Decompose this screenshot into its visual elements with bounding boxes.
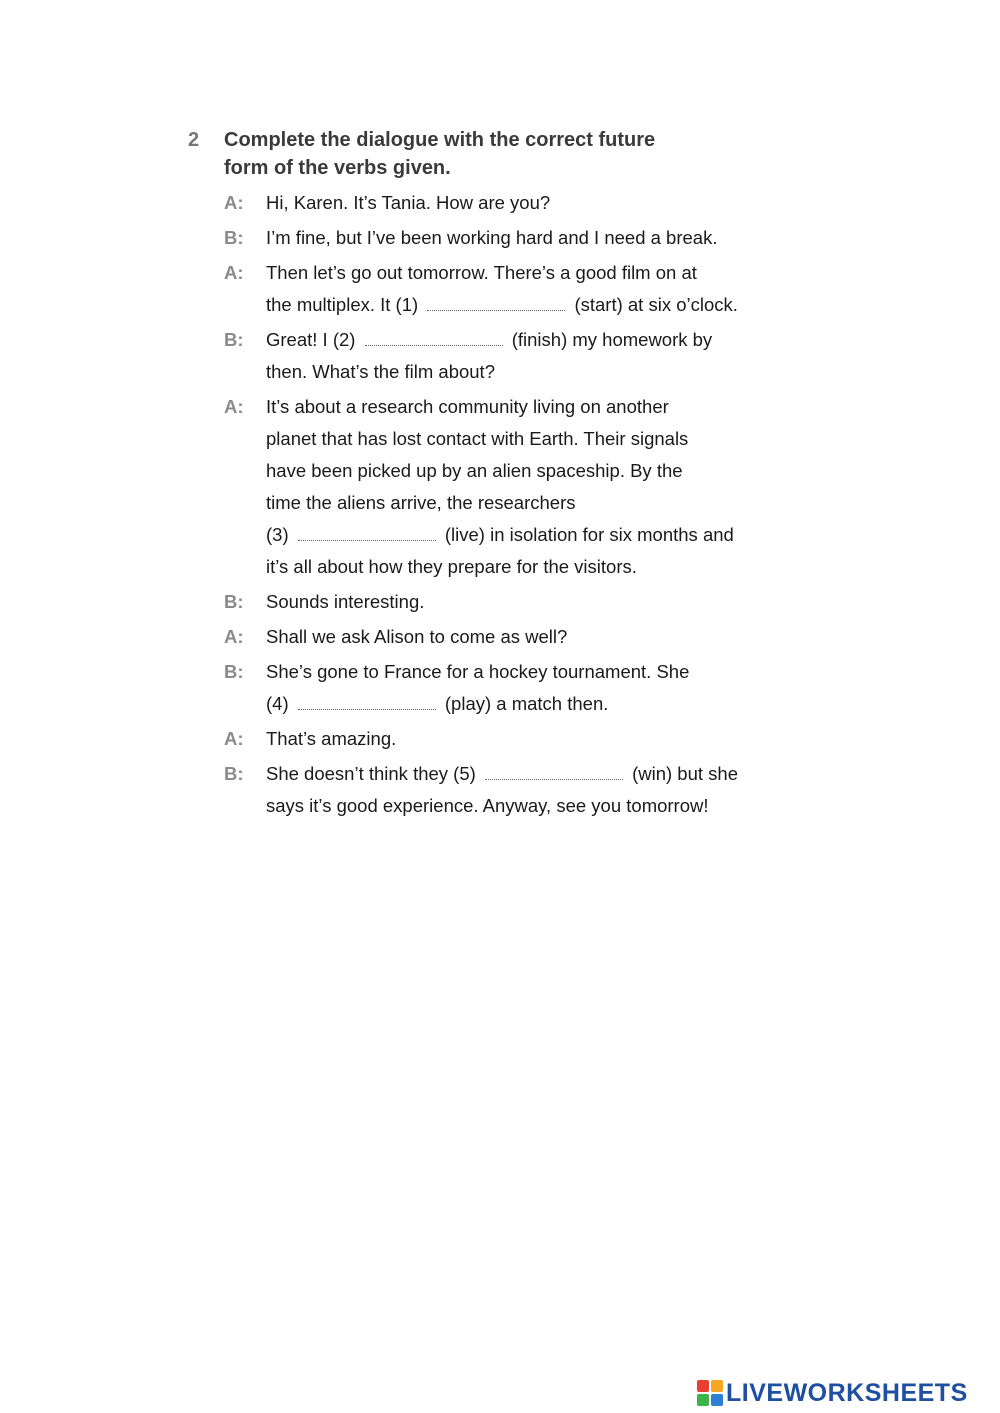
speaker-label: A: — [224, 396, 244, 417]
line-text: (4) — [266, 693, 294, 714]
line-text: Great! I (2) — [266, 329, 361, 350]
line-text: the multiplex. It (1) — [266, 294, 424, 315]
dialogue-turn — [188, 656, 828, 720]
dialogue-turn — [188, 187, 828, 219]
dialogue-line — [266, 324, 806, 356]
exercise-heading — [188, 126, 828, 182]
dialogue-line: Then let’s go out tomorrow. There’s a good film on at — [266, 262, 697, 283]
line-text: (3) — [266, 524, 294, 545]
dialogue-line: then. What’s the film about? — [266, 361, 495, 382]
exercise-title-line-2: form of the verbs given. — [224, 157, 451, 179]
speaker-label: B: — [224, 329, 244, 350]
speaker-label: B: — [224, 591, 244, 612]
dialogue-line — [266, 688, 806, 720]
dialogue-line: time the aliens arrive, the researchers — [266, 492, 576, 513]
dialogue-line — [266, 758, 806, 790]
dialogue-line: planet that has lost contact with Earth. Their signals — [266, 428, 689, 449]
logo-text: LIVEWORKSHEETS — [726, 1378, 968, 1407]
dialogue-line: She’s gone to France for a hockey tournament. She — [266, 661, 690, 682]
liveworksheets-logo — [697, 1377, 968, 1409]
dialogue-turn — [188, 758, 828, 822]
speaker-label: A: — [224, 192, 244, 213]
dialogue-turn — [188, 723, 828, 755]
speaker-label: A: — [224, 262, 244, 283]
answer-blank-1[interactable] — [427, 296, 565, 311]
answer-blank-3[interactable] — [298, 526, 436, 541]
dialogue-turn — [188, 586, 828, 618]
dialogue-turn — [188, 222, 828, 254]
dialogue-line: It’s about a research community living on another — [266, 396, 669, 417]
answer-blank-4[interactable] — [298, 695, 436, 710]
line-text: (live) in isolation for six months and — [439, 524, 734, 545]
logo-squares-icon — [697, 1380, 723, 1406]
line-text: She doesn’t think they (5) — [266, 763, 481, 784]
answer-blank-2[interactable] — [365, 331, 503, 346]
dialogue-line — [266, 519, 806, 551]
dialogue-turn — [188, 391, 828, 583]
exercise — [188, 126, 828, 825]
dialogue-line: it’s all about how they prepare for the visitors. — [266, 556, 637, 577]
dialogue-line — [266, 289, 806, 321]
dialogue-line: Shall we ask Alison to come as well? — [266, 626, 568, 647]
dialogue-turn — [188, 257, 828, 321]
speaker-label: A: — [224, 728, 244, 749]
line-text: (win) but she — [626, 763, 738, 784]
exercise-number: 2 — [188, 129, 200, 151]
speaker-label: B: — [224, 227, 244, 248]
dialogue-line: Sounds interesting. — [266, 591, 425, 612]
answer-blank-5[interactable] — [485, 765, 623, 780]
dialogue-line: have been picked up by an alien spaceship. By the — [266, 460, 683, 481]
line-text: (finish) my homework by — [506, 329, 713, 350]
speaker-label: B: — [224, 661, 244, 682]
dialogue-line: Hi, Karen. It’s Tania. How are you? — [266, 192, 551, 213]
dialogue-turn — [188, 324, 828, 388]
exercise-title-line-1: Complete the dialogue with the correct future — [224, 129, 656, 151]
dialogue-line: says it’s good experience. Anyway, see you tomorrow! — [266, 795, 709, 816]
dialogue-turn — [188, 621, 828, 653]
speaker-label: B: — [224, 763, 244, 784]
dialogue — [188, 187, 828, 822]
exercise-title — [224, 126, 784, 182]
speaker-label: A: — [224, 626, 244, 647]
dialogue-line: I’m fine, but I’ve been working hard and I need a break. — [266, 227, 718, 248]
line-text: (play) a match then. — [439, 693, 609, 714]
line-text: (start) at six o’clock. — [569, 294, 738, 315]
dialogue-line: That’s amazing. — [266, 728, 397, 749]
